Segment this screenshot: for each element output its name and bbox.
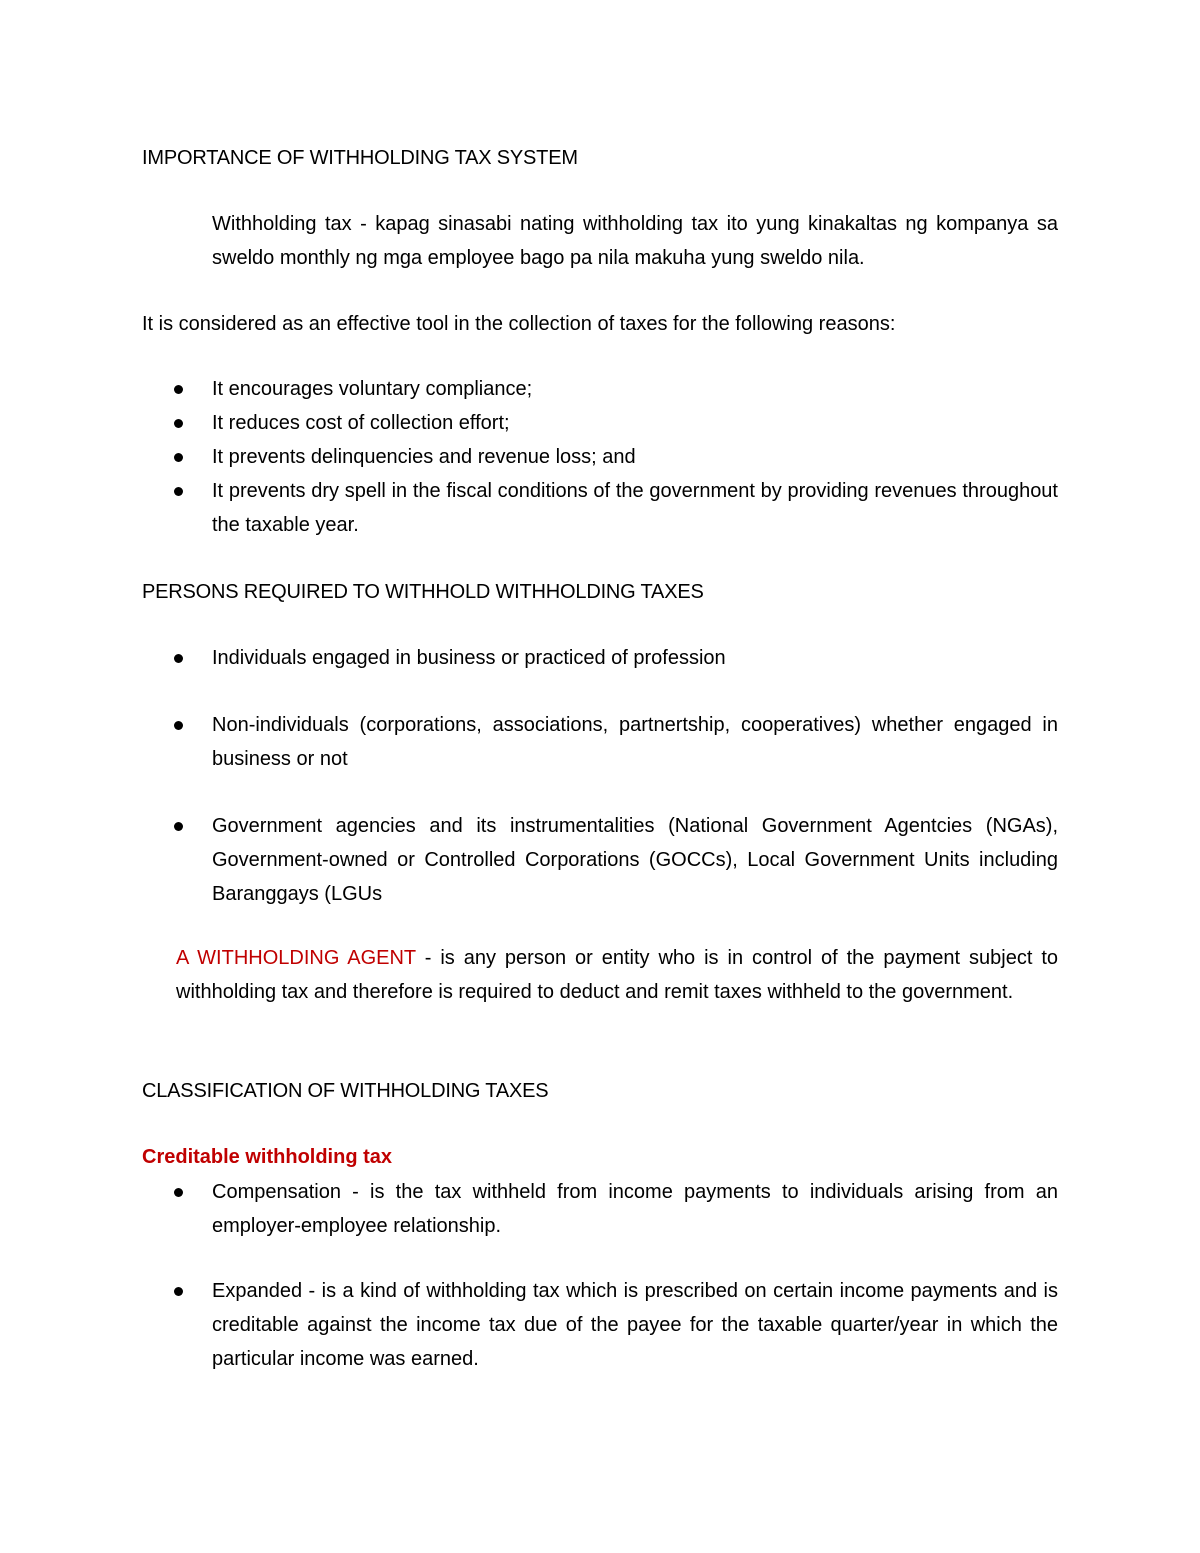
bullet-icon bbox=[174, 1287, 183, 1296]
list-item: It prevents dry spell in the fiscal conditions of the government by providing revenues throughout the taxable year. bbox=[212, 480, 1058, 536]
list-item: Individuals engaged in business or practiced of profession bbox=[212, 647, 726, 669]
bullet-icon bbox=[174, 1188, 183, 1197]
list-item: Expanded - is a kind of withholding tax which is prescribed on certain income payments and is creditable against the income tax due of the payee for the taxable quarter/year in which the particular income was earned. bbox=[212, 1280, 1058, 1370]
withholding-agent-definition bbox=[176, 941, 1058, 1009]
list-item: Compensation - is the tax withheld from income payments to individuals arising from an employer-employee relationship. bbox=[212, 1181, 1058, 1237]
bullet-icon bbox=[174, 453, 183, 462]
list-item: It reduces cost of collection effort; bbox=[212, 412, 510, 434]
bullet-icon bbox=[174, 487, 183, 496]
bullet-icon bbox=[174, 822, 183, 831]
withholding-tax-definition: Withholding tax - kapag sinasabi nating withholding tax ito yung kinakaltas ng kompanya sa sweldo monthly ng mga employee bago pa nila makuha yung sweldo nila. bbox=[212, 213, 1058, 269]
bullet-icon bbox=[174, 385, 183, 394]
bullet-icon bbox=[174, 721, 183, 730]
list-item: Government agencies and its instrumentalities (National Government Agentcies (NGAs), Government-owned or Controlled Corporations (GOCCs), Local Government Units including Baranggays (LGUs bbox=[212, 815, 1058, 905]
list-item: Non-individuals (corporations, associations, partnertship, cooperatives) whether engaged in business or not bbox=[212, 714, 1058, 770]
withholding-agent-text: - is any person or entity who is in control of the payment subject to withholding tax and therefore is required to deduct and remit taxes withheld to the government. bbox=[176, 947, 1059, 1003]
section-heading-importance: IMPORTANCE OF WITHHOLDING TAX SYSTEM bbox=[142, 147, 578, 169]
list-item: It prevents delinquencies and revenue loss; and bbox=[212, 446, 636, 468]
intro-paragraph: It is considered as an effective tool in the collection of taxes for the following reasons: bbox=[142, 313, 896, 335]
section-heading-persons-required: PERSONS REQUIRED TO WITHHOLD WITHHOLDING TAXES bbox=[142, 581, 704, 603]
withholding-agent-term: A WITHHOLDING AGENT bbox=[176, 947, 416, 969]
section-heading-classification: CLASSIFICATION OF WITHHOLDING TAXES bbox=[142, 1080, 549, 1102]
bullet-icon bbox=[174, 654, 183, 663]
bullet-icon bbox=[174, 419, 183, 428]
creditable-withholding-subheading: Creditable withholding tax bbox=[142, 1146, 393, 1168]
list-item: It encourages voluntary compliance; bbox=[212, 378, 533, 400]
